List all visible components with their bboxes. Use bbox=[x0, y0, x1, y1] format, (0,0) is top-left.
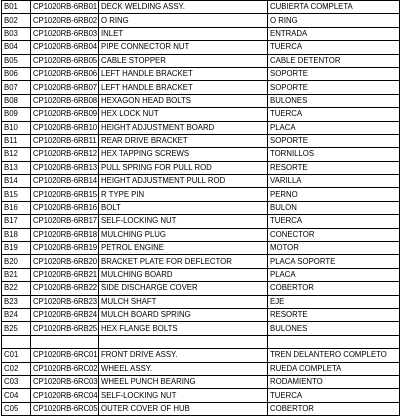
part-code: CP1020RB-6RB23 bbox=[31, 295, 99, 308]
table-row bbox=[2, 54, 400, 67]
part-ref: B01 bbox=[2, 1, 31, 14]
part-name-es: TUERCA bbox=[268, 41, 400, 54]
part-ref: B23 bbox=[2, 295, 31, 308]
part-name-es: TREN DELANTERO COMPLETO bbox=[268, 349, 400, 362]
table-row bbox=[2, 188, 400, 201]
part-name-en: SIDE DISCHARGE COVER bbox=[99, 282, 268, 295]
part-name-en: HEIGHT ADJUSTMENT PULL ROD bbox=[99, 175, 268, 188]
table-row bbox=[2, 228, 400, 241]
part-name-en: BOLT bbox=[99, 201, 268, 214]
part-code: CP1020RB-6RB10 bbox=[31, 121, 99, 134]
table-row bbox=[2, 201, 400, 214]
part-name-en: MULCH SHAFT bbox=[99, 295, 268, 308]
part-code: CP1020RB-6RB22 bbox=[31, 282, 99, 295]
part-name-en: LEFT HANDLE BRACKET bbox=[99, 81, 268, 94]
part-ref: B17 bbox=[2, 215, 31, 228]
part-code: CP1020RB-6RB24 bbox=[31, 308, 99, 321]
part-name-es: VARILLA bbox=[268, 175, 400, 188]
table-row bbox=[2, 375, 400, 388]
table-row bbox=[2, 215, 400, 228]
part-code: CP1020RB-6RB05 bbox=[31, 54, 99, 67]
part-code: CP1020RB-6RB14 bbox=[31, 175, 99, 188]
part-name-es: TORNILLOS bbox=[268, 148, 400, 161]
part-name-es: PLACA bbox=[268, 121, 400, 134]
part-ref: B12 bbox=[2, 148, 31, 161]
part-name-es: MOTOR bbox=[268, 242, 400, 255]
part-name-en: O RING bbox=[99, 14, 268, 27]
part-name-es: TUERCA bbox=[268, 108, 400, 121]
part-code: CP1020RB-6RC01 bbox=[31, 349, 99, 362]
table-row bbox=[2, 308, 400, 321]
table-row bbox=[2, 295, 400, 308]
part-ref: C04 bbox=[2, 389, 31, 402]
part-code: CP1020RB-6RC05 bbox=[31, 402, 99, 415]
part-code: CP1020RB-6RB02 bbox=[31, 14, 99, 27]
part-ref: C01 bbox=[2, 349, 31, 362]
part-code: CP1020RB-6RB20 bbox=[31, 255, 99, 268]
part-name-es: RESORTE bbox=[268, 161, 400, 174]
part-ref: B02 bbox=[2, 14, 31, 27]
blank-cell bbox=[31, 335, 99, 348]
part-code: CP1020RB-6RB04 bbox=[31, 41, 99, 54]
part-name-en: LEFT HANDLE BRACKET bbox=[99, 67, 268, 80]
table-row bbox=[2, 242, 400, 255]
table-row bbox=[2, 14, 400, 27]
part-ref: B20 bbox=[2, 255, 31, 268]
part-name-en: PETROL ENGINE bbox=[99, 242, 268, 255]
part-code: CP1020RB-6RB25 bbox=[31, 322, 99, 335]
part-ref: B22 bbox=[2, 282, 31, 295]
part-name-es: CUBIERTA COMPLETA bbox=[268, 1, 400, 14]
part-name-es: TUERCA bbox=[268, 389, 400, 402]
part-code: CP1020RB-6RB11 bbox=[31, 134, 99, 147]
table-row bbox=[2, 81, 400, 94]
part-name-en: R TYPE PIN bbox=[99, 188, 268, 201]
part-name-es: O RING bbox=[268, 14, 400, 27]
part-name-es: RUEDA COMPLETA bbox=[268, 362, 400, 375]
part-ref: B10 bbox=[2, 121, 31, 134]
part-name-en: FRONT DRIVE ASSY. bbox=[99, 349, 268, 362]
part-name-en: CABLE STOPPER bbox=[99, 54, 268, 67]
part-name-es: COBERTOR bbox=[268, 402, 400, 415]
table-row bbox=[2, 121, 400, 134]
table-row bbox=[2, 268, 400, 281]
part-ref: B07 bbox=[2, 81, 31, 94]
part-name-en: HEXAGON HEAD BOLTS bbox=[99, 94, 268, 107]
part-name-es: ENTRADA bbox=[268, 27, 400, 40]
part-ref: B14 bbox=[2, 175, 31, 188]
part-ref: B06 bbox=[2, 67, 31, 80]
table-row bbox=[2, 402, 400, 415]
table-row bbox=[2, 282, 400, 295]
part-name-en: BRACKET PLATE FOR DEFLECTOR bbox=[99, 255, 268, 268]
part-name-es: SOPORTE bbox=[268, 134, 400, 147]
part-ref: B04 bbox=[2, 41, 31, 54]
table-row bbox=[2, 255, 400, 268]
table-row bbox=[2, 175, 400, 188]
table-row bbox=[2, 389, 400, 402]
blank-cell bbox=[2, 335, 31, 348]
part-code: CP1020RB-6RB03 bbox=[31, 27, 99, 40]
part-name-es: PLACA bbox=[268, 268, 400, 281]
blank-cell bbox=[268, 335, 400, 348]
part-name-es: CABLE DETENTOR bbox=[268, 54, 400, 67]
part-code: CP1020RB-6RB13 bbox=[31, 161, 99, 174]
part-name-en: HEX FLANGE BOLTS bbox=[99, 322, 268, 335]
part-name-es: SOPORTE bbox=[268, 67, 400, 80]
part-name-es: RESORTE bbox=[268, 308, 400, 321]
table-row bbox=[2, 27, 400, 40]
part-code: CP1020RB-6RC03 bbox=[31, 375, 99, 388]
part-name-en: HEX LOCK NUT bbox=[99, 108, 268, 121]
part-name-en: HEIGHT ADJUSTMENT BOARD bbox=[99, 121, 268, 134]
part-name-en: SELF-LOCKING NUT bbox=[99, 389, 268, 402]
part-ref: B11 bbox=[2, 134, 31, 147]
part-code: CP1020RB-6RB01 bbox=[31, 1, 99, 14]
part-code: CP1020RB-6RB16 bbox=[31, 201, 99, 214]
part-name-en: MULCH BOARD SPRING bbox=[99, 308, 268, 321]
part-code: CP1020RB-6RB15 bbox=[31, 188, 99, 201]
part-name-es: BULONES bbox=[268, 94, 400, 107]
part-name-en: PIPE CONNECTOR NUT bbox=[99, 41, 268, 54]
part-name-en: MULCHING PLUG bbox=[99, 228, 268, 241]
part-ref: B13 bbox=[2, 161, 31, 174]
part-ref: B05 bbox=[2, 54, 31, 67]
parts-table-body bbox=[2, 1, 400, 416]
table-row bbox=[2, 67, 400, 80]
part-code: CP1020RB-6RB08 bbox=[31, 94, 99, 107]
part-ref: B03 bbox=[2, 27, 31, 40]
table-row-blank bbox=[2, 335, 400, 348]
part-code: CP1020RB-6RB18 bbox=[31, 228, 99, 241]
part-code: CP1020RB-6RB07 bbox=[31, 81, 99, 94]
part-ref: C03 bbox=[2, 375, 31, 388]
part-ref: B21 bbox=[2, 268, 31, 281]
part-name-es: RODAMIENTO bbox=[268, 375, 400, 388]
part-ref: B15 bbox=[2, 188, 31, 201]
part-ref: B25 bbox=[2, 322, 31, 335]
part-name-en: INLET bbox=[99, 27, 268, 40]
part-ref: B08 bbox=[2, 94, 31, 107]
part-name-en: PULL SPRING FOR PULL ROD bbox=[99, 161, 268, 174]
part-code: CP1020RB-6RC04 bbox=[31, 389, 99, 402]
table-row bbox=[2, 41, 400, 54]
part-name-en: MULCHING BOARD bbox=[99, 268, 268, 281]
part-name-es: PLACA SOPORTE bbox=[268, 255, 400, 268]
table-row bbox=[2, 134, 400, 147]
part-name-es: PERNO bbox=[268, 188, 400, 201]
part-name-en: WHEEL PUNCH BEARING bbox=[99, 375, 268, 388]
blank-cell bbox=[99, 335, 268, 348]
part-code: CP1020RB-6RB12 bbox=[31, 148, 99, 161]
part-name-en: WHEEL ASSY. bbox=[99, 362, 268, 375]
part-name-en: DECK WELDING ASSY. bbox=[99, 1, 268, 14]
part-name-es: COBERTOR bbox=[268, 282, 400, 295]
part-name-es: CONECTOR bbox=[268, 228, 400, 241]
part-name-en: OUTER COVER OF HUB bbox=[99, 402, 268, 415]
part-code: CP1020RB-6RC02 bbox=[31, 362, 99, 375]
parts-table bbox=[1, 0, 400, 416]
table-row bbox=[2, 161, 400, 174]
part-code: CP1020RB-6RB09 bbox=[31, 108, 99, 121]
part-name-es: EJE bbox=[268, 295, 400, 308]
part-code: CP1020RB-6RB17 bbox=[31, 215, 99, 228]
part-name-en: REAR DRIVE BRACKET bbox=[99, 134, 268, 147]
part-name-en: HEX TAPPING SCREWS bbox=[99, 148, 268, 161]
table-row bbox=[2, 108, 400, 121]
part-ref: B16 bbox=[2, 201, 31, 214]
table-row bbox=[2, 362, 400, 375]
part-ref: B18 bbox=[2, 228, 31, 241]
part-name-es: BULONES bbox=[268, 322, 400, 335]
table-row bbox=[2, 94, 400, 107]
part-ref: B24 bbox=[2, 308, 31, 321]
part-ref: C05 bbox=[2, 402, 31, 415]
table-row bbox=[2, 1, 400, 14]
part-ref: B09 bbox=[2, 108, 31, 121]
part-code: CP1020RB-6RB21 bbox=[31, 268, 99, 281]
table-row bbox=[2, 349, 400, 362]
part-code: CP1020RB-6RB06 bbox=[31, 67, 99, 80]
part-name-es: SOPORTE bbox=[268, 81, 400, 94]
table-row bbox=[2, 322, 400, 335]
part-ref: B19 bbox=[2, 242, 31, 255]
table-row bbox=[2, 148, 400, 161]
part-name-en: SELF-LOCKING NUT bbox=[99, 215, 268, 228]
part-code: CP1020RB-6RB19 bbox=[31, 242, 99, 255]
part-ref: C02 bbox=[2, 362, 31, 375]
part-name-es: TUERCA bbox=[268, 215, 400, 228]
part-name-es: BULON bbox=[268, 201, 400, 214]
